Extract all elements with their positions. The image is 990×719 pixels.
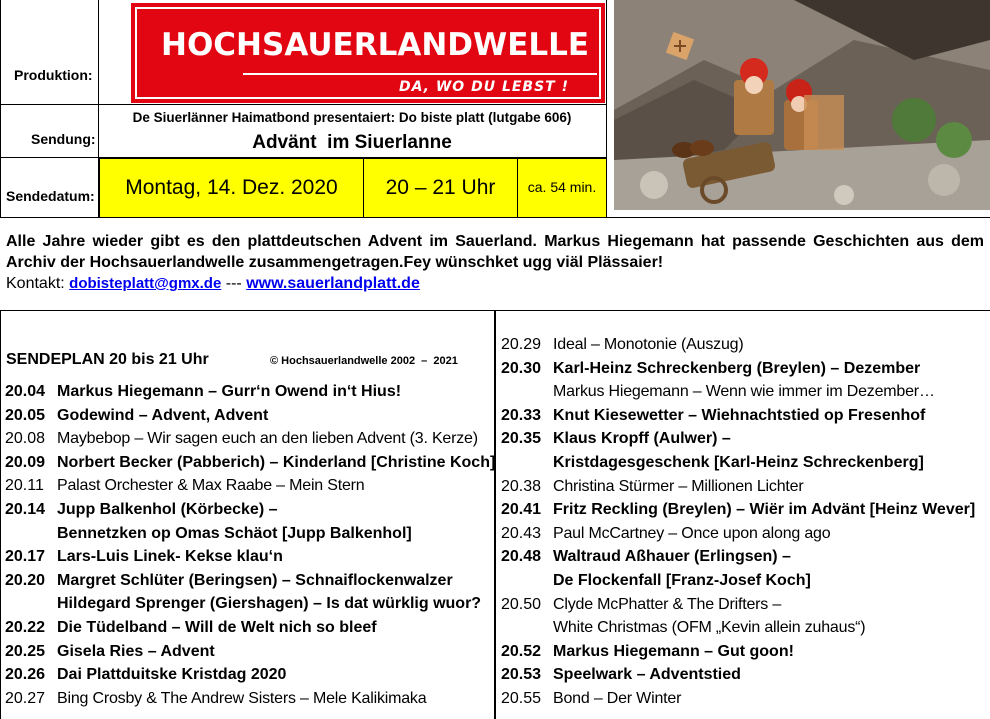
entry-time: 20.11 (5, 477, 44, 495)
time-box (363, 158, 518, 218)
duration-box (517, 158, 607, 218)
schedule-entry (5, 404, 491, 428)
entry-time: 20.04 (5, 383, 46, 400)
schedule-entry (5, 640, 491, 664)
contact-label: Kontakt: (6, 275, 65, 292)
nativity-scene-image (614, 0, 990, 210)
schedule-entry (501, 427, 989, 451)
hochsauerlandwelle-logo (131, 3, 605, 103)
schedule-left-border (0, 310, 1, 719)
schedule-entry (5, 380, 491, 404)
entry-time: 20.35 (501, 430, 542, 448)
logo-slogan: DA, WO DU LEBST ! (398, 79, 569, 95)
schedule-entry (501, 451, 989, 475)
schedule-entry (501, 663, 989, 687)
schedule-entry (5, 522, 491, 546)
entry-title: Hildegard Sprenger (Giershagen) – Is dat würklig wuor? (57, 595, 482, 613)
entry-time: 20.55 (501, 689, 542, 707)
sendedatum-label: Sendedatum: (6, 188, 95, 204)
logo-title: HOCHSAUERLANDWELLE (161, 27, 590, 63)
website-link[interactable]: www.sauerlandplatt.de (246, 275, 420, 292)
date-box (99, 158, 364, 218)
schedule-entry (501, 475, 989, 499)
schedule-entry (501, 333, 989, 357)
schedule-entry (501, 380, 989, 404)
entry-time: 20.50 (501, 595, 542, 613)
entry-time: 20.53 (501, 666, 542, 684)
schedule-entry (5, 616, 491, 640)
entry-title: Christina Stürmer – Millionen Lichter (553, 477, 804, 495)
entry-title: White Christmas (OFM „Kevin allein zuhaus“) (553, 619, 866, 637)
sendung-label: Sendung: (31, 131, 96, 147)
entry-time: 20.27 (5, 689, 46, 707)
entry-title: De Flockenfall [Franz-Josef Koch] (553, 571, 811, 589)
intro-text: Alle Jahre wieder gibt es den plattdeutschen Advent im Sauerland. Markus Hiegemann hat passende Geschichten aus dem Archiv der Hochsauerlandwelle zusammengetragen.Fey wünschket ugg viäl Plässaier! (6, 233, 984, 271)
entry-time: 20.29 (501, 336, 542, 353)
entry-title: Klaus Kropff (Aulwer) – (553, 430, 731, 448)
schedule-entry (501, 640, 989, 664)
entry-title: Knut Kiesewetter – Wiehnachtstied op Fresenhof (553, 406, 926, 424)
contact-line (6, 273, 984, 294)
schedule-left-column (5, 380, 496, 710)
produktion-label: Produktion: (14, 67, 93, 83)
entry-title: Godewind – Advent, Advent (57, 406, 269, 424)
contact-separator: --- (225, 275, 242, 292)
schedule-entry (5, 663, 491, 687)
entry-title: Karl-Heinz Schreckenberg (Breylen) – Dezember (553, 359, 921, 377)
schedule-entry (5, 569, 491, 593)
entry-time: 20.09 (5, 453, 46, 471)
schedule-entry (5, 427, 491, 451)
entry-title: Speelwark – Adventstied (553, 666, 741, 684)
schedule-entry (5, 545, 491, 569)
entry-time: 20.08 (5, 430, 46, 448)
schedule-copyright: © Hochsauerlandwelle 2002 – 2021 (270, 355, 458, 367)
entry-title: Ideal – Monotonie (Auszug) (553, 336, 744, 353)
entry-title: Bennetzken op Omas Schäot [Jupp Balkenhol] (57, 524, 412, 542)
entry-title: Bing Crosby & The Andrew Sisters – Mele Kalikimaka (57, 689, 427, 707)
intro-section (6, 231, 984, 294)
entry-time: 20.52 (501, 642, 542, 660)
schedule-column-divider (494, 310, 496, 719)
entry-time: 20.14 (5, 500, 46, 518)
schedule-entry (5, 592, 491, 616)
schedule-entry (5, 498, 491, 522)
email-link[interactable]: dobisteplatt@gmx.de (69, 275, 222, 292)
entry-title: Markus Hiegemann – Gurr‘n Owend in‘t Hius! (57, 383, 402, 400)
schedule-heading: SENDEPLAN 20 bis 21 Uhr (6, 351, 209, 368)
entry-title: Jupp Balkenhol (Körbecke) – (57, 500, 278, 518)
entry-title: Fritz Reckling (Breylen) – Wiër im Advänt [Heinz Wever] (553, 501, 976, 519)
schedule-right-column (501, 333, 989, 711)
schedule-entry (5, 687, 491, 711)
entry-title: Waltraud Aßhauer (Erlingsen) – (553, 548, 791, 566)
entry-time: 20.48 (501, 548, 542, 566)
header-row-line-1 (0, 104, 607, 105)
entry-time: 20.05 (5, 406, 46, 424)
entry-time: 20.38 (501, 477, 542, 495)
broadcast-time: 20 – 21 Uhr (385, 176, 496, 199)
entry-title: Maybebop – Wir sagen euch an den lieben Advent (3. Kerze) (57, 430, 478, 448)
schedule-entry (501, 545, 989, 569)
presenter-line: De Siuerlänner Haimatbond presentaiert: Do biste platt (lutgabe 606) (132, 110, 572, 125)
schedule-entry (5, 451, 496, 475)
header-left-border (0, 0, 1, 218)
entry-time: 20.43 (501, 524, 542, 542)
broadcast-date: Montag, 14. Dez. 2020 (125, 176, 338, 199)
schedule-entry (501, 522, 989, 546)
entry-title: Clyde McPhatter & The Drifters – (553, 595, 782, 613)
entry-title: Gisela Ries – Advent (57, 642, 215, 660)
entry-time: 20.17 (5, 548, 46, 566)
entry-title: Dai Plattduitske Kristdag 2020 (57, 666, 287, 684)
entry-title: Norbert Becker (Pabberich) – Kinderland [Christine Koch] (57, 453, 496, 471)
schedule-entry (501, 357, 989, 381)
schedule-entry (501, 498, 989, 522)
entry-time: 20.26 (5, 666, 46, 684)
entry-title: Palast Orchester & Max Raabe – Mein Stern (57, 477, 365, 495)
broadcast-duration: ca. 54 min. (527, 179, 597, 195)
schedule-entry (501, 569, 989, 593)
show-title: Advänt im Siuerlanne (252, 132, 452, 153)
entry-title: Kristdagesgeschenk [Karl-Heinz Schreckenberg] (553, 453, 924, 471)
advent-nativity-photo (614, 0, 990, 210)
schedule-entry (501, 616, 989, 640)
entry-time: 20.30 (501, 359, 542, 377)
entry-time: 20.41 (501, 501, 542, 519)
entry-time: 20.25 (5, 642, 46, 660)
schedule-entry (5, 474, 491, 498)
entry-title: Markus Hiegemann – Gut goon! (553, 642, 794, 660)
schedule-entry (501, 593, 989, 617)
schedule-entry (501, 687, 989, 711)
entry-title: Paul McCartney – Once upon along ago (553, 524, 831, 542)
entry-title: Lars-Luis Linek- Kekse klau‘n (57, 548, 283, 566)
entry-time: 20.20 (5, 571, 46, 589)
entry-title: Die Tüdelband – Will de Welt nich so bleef (57, 618, 377, 636)
entry-title: Bond – Der Winter (553, 689, 682, 707)
entry-title: Margret Schlüter (Beringsen) – Schnaiflockenwalzer (57, 571, 453, 589)
entry-title: Markus Hiegemann – Wenn wie immer im Dezember… (553, 383, 935, 401)
entry-time: 20.22 (5, 618, 46, 636)
schedule-entry (501, 404, 989, 428)
entry-time: 20.33 (501, 406, 542, 424)
